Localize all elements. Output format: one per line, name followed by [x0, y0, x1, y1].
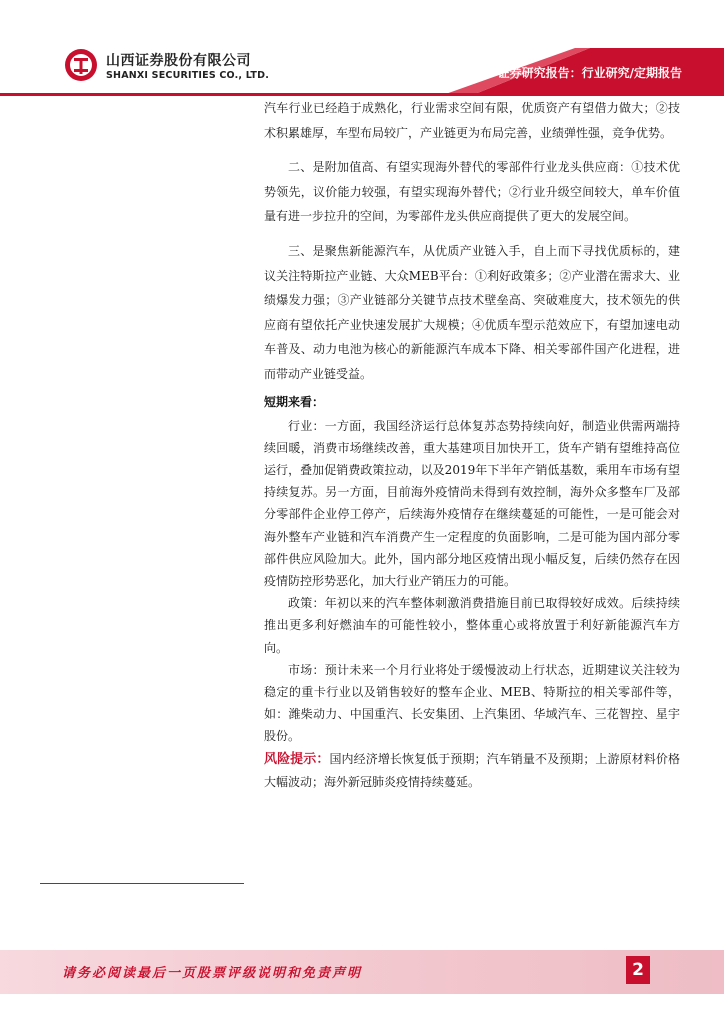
short-term-heading: 短期来看：	[264, 394, 325, 409]
footer-disclaimer: 请务必阅读最后一页股票评级说明和免责声明	[62, 966, 363, 981]
risk-warning-text: 国内经济增长恢复低于预期；汽车销量不及预期；上游原材料价格大幅波动；海外新冠肺炎疫情持续蔓延。	[264, 751, 680, 789]
paragraph-mature-industry: 汽车行业已经趋于成熟化，行业需求空间有限，优质资产有望借力做大；②技术积累雄厚，车型布局较广，产业链更为布局完善，业绩弹性强，竞争优势。	[264, 101, 680, 140]
page-number: 2	[626, 956, 650, 984]
risk-warning-label: 风险提示：	[264, 751, 330, 767]
company-name-en: SHANXI SECURITIES CO., LTD.	[106, 70, 270, 81]
paragraph-new-energy: 三、是聚焦新能源汽车，从优质产业链入手，自上而下寻找优质标的，建议关注特斯拉产业链、大众MEB平台：①利好政策多；②产业潜在需求大、业绩爆发力强；③产业链部分关键节点技术壁垒高、突破难度大，技术领先的供应商有望依托产业快速发展扩大规模；④优质车型示范效应下，有望加速电动车普及、动力电池为核心的新能源汽车成本下降、相关零部件国产化进程，进而带动产业链受益。	[264, 243, 680, 381]
report-body	[264, 96, 680, 793]
company-logo-icon	[64, 48, 98, 82]
paragraph-industry: 行业：一方面，我国经济运行总体复苏态势持续向好，制造业供需两端持续回暖，消费市场继续改善，重大基建项目加快开工，货车产销有望维持高位运行，叠加促销费政策拉动，以及2019年下半年产销低基数，乘用车市场有望持续复苏。另一方面，目前海外疫情尚未得到有效控制，海外众多整车厂及部分零部件企业停工停产，后续海外疫情存在继续蔓延的可能性，一是可能会对海外整车产业链和汽车消费产生一定程度的负面影响，二是可能为国内部分零部件供应风险加大。此外，国内部分地区疫情出现小幅反复，后续仍然存在因疫情防控形势恶化，加大行业产销压力的可能。	[264, 418, 680, 588]
risk-warning	[264, 748, 680, 793]
divider-line	[40, 883, 244, 884]
page-header	[0, 0, 724, 96]
paragraph-policy: 政策：年初以来的汽车整体刺激消费措施目前已取得较好成效。后续持续推出更多利好燃油车的可能性较小，整体重心或将放置于利好新能源汽车方向。	[264, 596, 680, 655]
paragraph-market: 市场：预计未来一个月行业将处于缓慢波动上行状态，近期建议关注较为稳定的重卡行业以及销售较好的整车企业、MEB、特斯拉的相关零部件等，如：潍柴动力、中国重汽、长安集团、上汽集团、华域汽车、三花智控、星宇股份。	[264, 662, 680, 744]
paragraph-parts-suppliers: 二、是附加值高、有望实现海外替代的零部件行业龙头供应商：①技术优势领先，议价能力较强，有望实现海外替代；②行业升级空间较大，单车价值量有进一步拉升的空间，为零部件龙头供应商提供了更大的发展空间。	[264, 160, 680, 224]
header-banner	[0, 0, 724, 96]
report-type-label: 证券研究报告：行业研究/定期报告	[497, 66, 682, 80]
company-name-cn: 山西证券股份有限公司	[106, 53, 251, 69]
